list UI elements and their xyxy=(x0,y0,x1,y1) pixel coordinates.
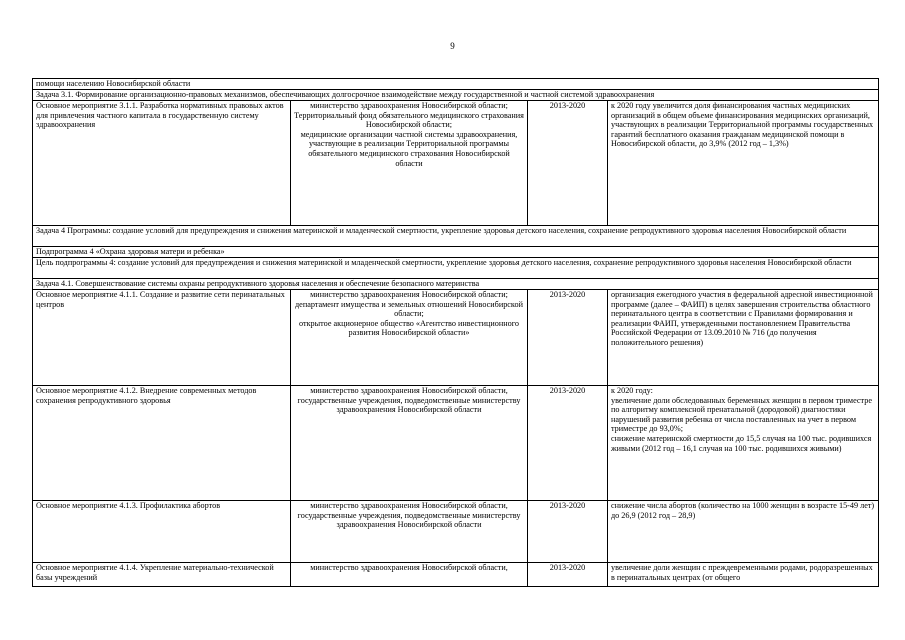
activity-cell: Основное мероприятие 4.1.2. Внедрение современных методов сохранения репродуктивного здоровья xyxy=(33,386,291,501)
subprogram-goal-cell: Цель подпрограммы 4: создание условий для предупреждения и снижения материнской и младенческой смертности, укрепление здоровья детского населения, сохранение репродуктивного здоровья населения Новосибирской области xyxy=(33,258,879,279)
program-task-cell: Задача 4 Программы: создание условий для предупреждения и снижения материнской и младенческой смертности, укрепление здоровья детского населения, сохранение репродуктивного здоровья населения Новосибирской области xyxy=(33,226,879,247)
table-row xyxy=(33,501,879,563)
task-heading-cell: Задача 3.1. Формирование организационно-правовых механизмов, обеспечивающих долгосрочное взаимодействие между государственной и частной системой здравоохранения xyxy=(33,90,879,101)
period-cell: 2013-2020 xyxy=(528,290,608,386)
executor-cell: министерство здравоохранения Новосибирской области, государственные учреждения, подведомственные министерству здравоохранения Новосибирской области xyxy=(291,501,528,563)
activity-cell: Основное мероприятие 4.1.3. Профилактика абортов xyxy=(33,501,291,563)
activity-cell: Основное мероприятие 4.1.4. Укрепление материально-технической базы учреждений xyxy=(33,563,291,587)
result-cell: увеличение доли женщин с преждевременными родами, родоразрешенных в перинатальных центрах (от общего xyxy=(608,563,879,587)
table-row xyxy=(33,101,879,226)
result-cell: организация ежегодного участия в федеральной адресной инвестиционной программе (далее – ФАИП) в целях завершения строительства областного перинатального центра в соответствии с Правилами формирования и реализации ФАИП, утвержденными постановлением Правительства Российской Федерации от 13.09.2010 № 716 (до получения положительного решения) xyxy=(608,290,879,386)
period-cell: 2013-2020 xyxy=(528,501,608,563)
table-row xyxy=(33,226,879,247)
result-cell: к 2020 году увеличится доля финансирования частных медицинских организаций в общем объеме финансирования медицинских организаций, участвующих в реализации Территориальной программы государственных гарантий бесплатного оказания гражданам медицинской помощи в Новосибирской области, до 3,9% (2012 год – 1,3%) xyxy=(608,101,879,226)
subprogram-title-cell: Подпрограмма 4 «Охрана здоровья матери и ребенка» xyxy=(33,247,879,258)
continuation-cell: помощи населению Новосибирской области xyxy=(33,79,879,90)
activity-cell: Основное мероприятие 3.1.1. Разработка нормативных правовых актов для привлечения частного капитала в государственную систему здравоохранения xyxy=(33,101,291,226)
table-row xyxy=(33,79,879,90)
task-heading-cell: Задача 4.1. Совершенствование системы охраны репродуктивного здоровья населения и обеспечение безопасного материнства xyxy=(33,279,879,290)
table-row xyxy=(33,563,879,587)
executor-cell: министерство здравоохранения Новосибирской области, xyxy=(291,563,528,587)
result-cell: снижение числа абортов (количество на 1000 женщин в возрасте 15-49 лет) до 26,9 (2012 год – 28,9) xyxy=(608,501,879,563)
page-number: 9 xyxy=(450,41,455,51)
program-table xyxy=(32,78,879,587)
period-cell: 2013-2020 xyxy=(528,563,608,587)
table-row xyxy=(33,386,879,501)
period-cell: 2013-2020 xyxy=(528,386,608,501)
executor-cell: министерство здравоохранения Новосибирской области, государственные учреждения, подведомственные министерству здравоохранения Новосибирской области xyxy=(291,386,528,501)
activity-cell: Основное мероприятие 4.1.1. Создание и развитие сети перинатальных центров xyxy=(33,290,291,386)
table-row xyxy=(33,258,879,279)
result-cell: к 2020 году: увеличение доли обследованных беременных женщин в первом триместре по алгоритму комплексной пренатальной (дородовой) диагностики нарушений развития ребенка от числа поставленных на учет в первом триместре до 93,0%; снижение материнской смертности до 15,5 случая на 100 тыс. родившихся живыми (2012 год – 16,1 случая на 100 тыс. родившихся живыми) xyxy=(608,386,879,501)
executor-cell: министерство здравоохранения Новосибирской области; департамент имущества и земельных отношений Новосибирской области; открытое акционерное общество «Агентство инвестиционного развития Новосибирской области» xyxy=(291,290,528,386)
table-row xyxy=(33,247,879,258)
executor-cell: министерство здравоохранения Новосибирской области; Территориальный фонд обязательного медицинского страхования Новосибирской области; медицинские организации частной системы здравоохранения, участвующие в реализации Территориальной программы обязательного медицинского страхования Новосибирской области xyxy=(291,101,528,226)
table-row xyxy=(33,290,879,386)
table-row xyxy=(33,279,879,290)
period-cell: 2013-2020 xyxy=(528,101,608,226)
table-row xyxy=(33,90,879,101)
